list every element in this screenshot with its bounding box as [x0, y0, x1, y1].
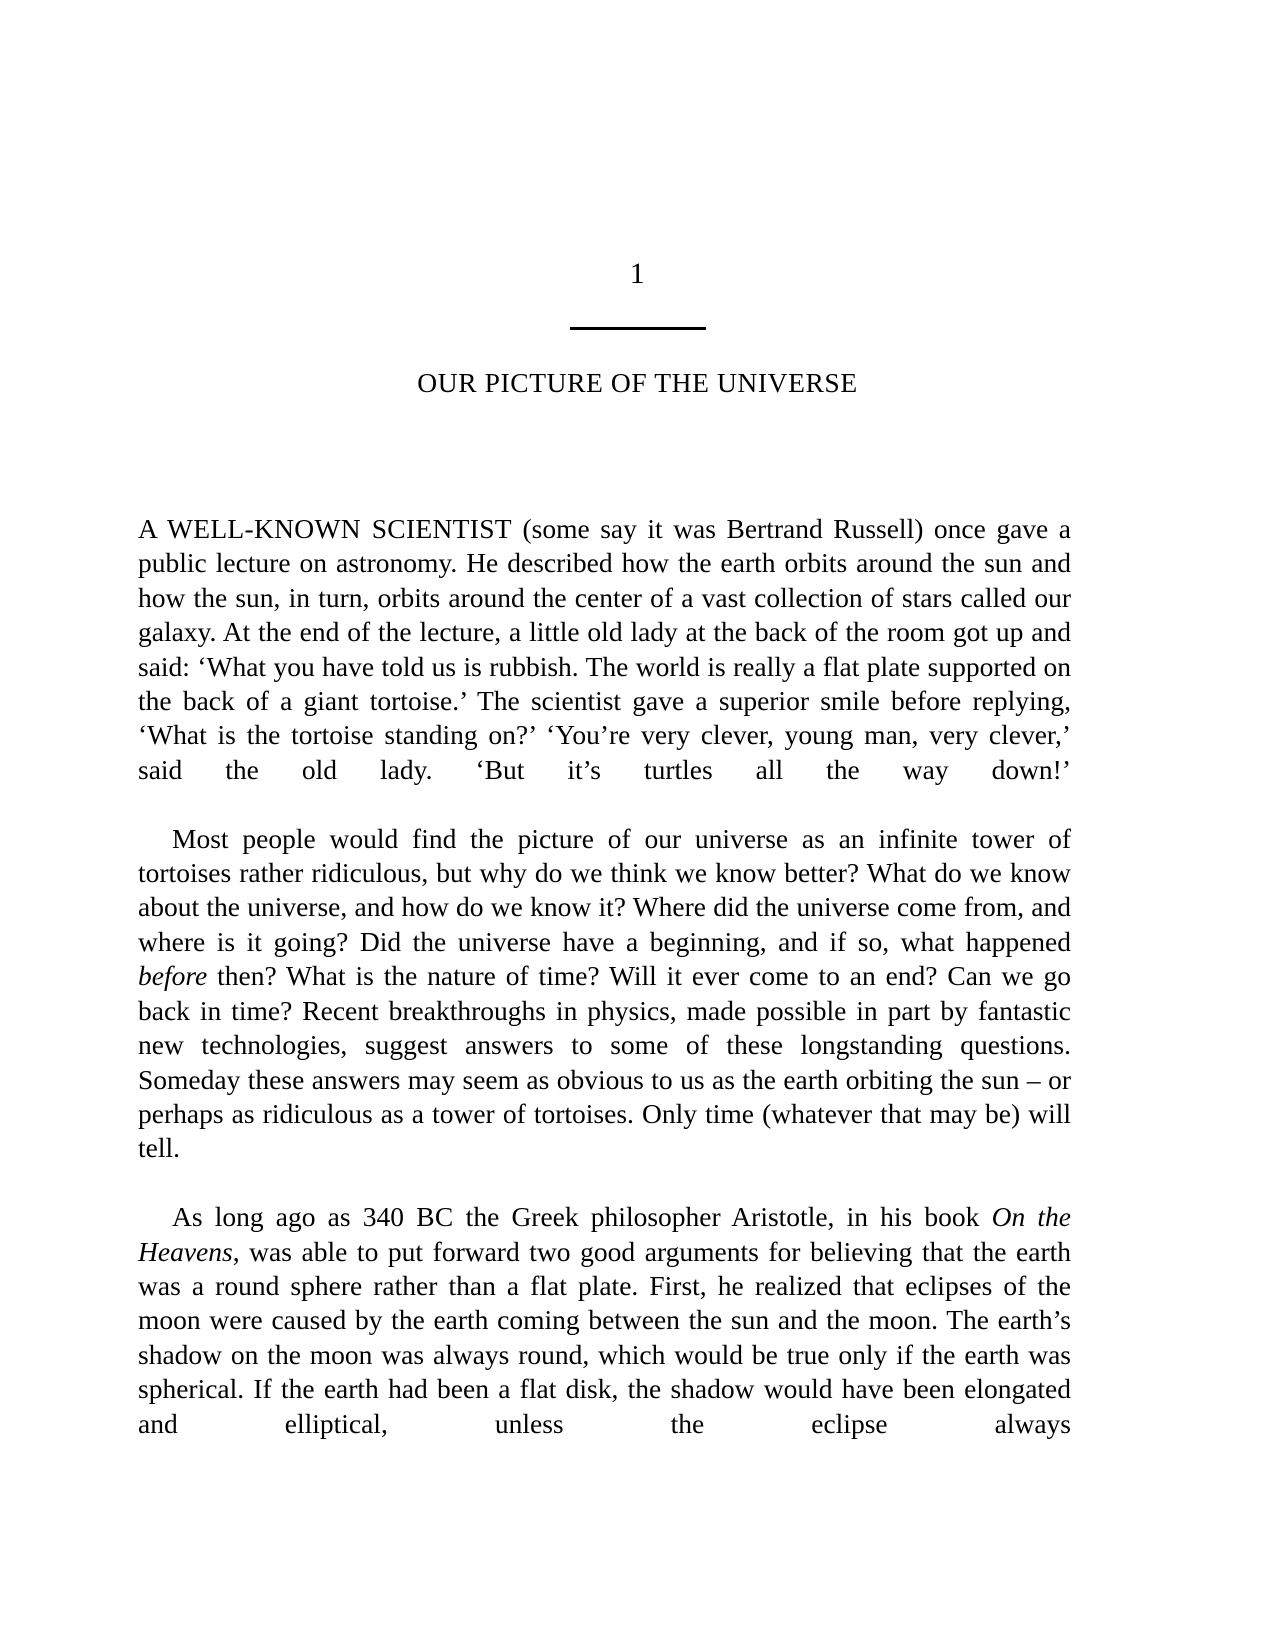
paragraph-1-text: (some say it was Bertrand Russell) once gave a public lecture on astronomy. He described how the earth orbits around the sun and how the sun, in turn, orbits around the center of a vast collection of stars called our galaxy. At the end of the lecture, a little old lady at the back of the room got up and said: ‘What you have told us is rubbish. The world is really a flat plate supported on the back of a giant tortoise.’ The scientist gave a superior smile before replying, ‘What is the tortoise standing on?’ ‘You’re very clever, young man, very clever,’ said the old lady. ‘But it’s turtles all the way down!’	[138, 513, 1071, 785]
chapter-number: 1	[629, 257, 646, 290]
chapter-header	[0, 255, 1275, 400]
paragraph-2-text-part1: Most people would find the picture of our universe as an infinite tower of tortoises rather ridiculous, but why do we think we know better? What do we know about the universe, and how do we know it? Where did the universe come from, and where is it going? Did the universe have a beginning, and if so, what happened	[138, 822, 1071, 957]
paragraph-3-text-part1: As long ago as 340	[172, 1201, 417, 1233]
paragraph-2	[138, 822, 1071, 1200]
opening-small-caps: A WELL-KNOWN SCIENTIST	[138, 513, 512, 544]
paragraph-3	[138, 1200, 1071, 1475]
paragraph-1	[138, 512, 1071, 822]
paragraph-3-text-part2: the Greek philosopher Aristotle, in his book	[453, 1201, 992, 1233]
paragraph-3-text-part3: , was able to put forward two good arguments for believing that the earth was a round sphere rather than a flat plate. First, he realized that eclipses of the moon were caused by the earth coming between the sun and the moon. The earth’s shadow on the moon was always round, which would be true only if the earth was spherical. If the earth had been a flat disk, the shadow would have been elongated and elliptical, unless the eclipse always	[138, 1235, 1071, 1439]
era-label-bc: BC	[416, 1201, 454, 1233]
emphasis-before: before	[138, 960, 208, 992]
chapter-rule-container	[0, 319, 1275, 337]
horizontal-rule-divider	[570, 327, 706, 330]
paragraph-2-text-part2: then? What is the nature of time? Will it ever come to an end? Can we go back in time? Recent breakthroughs in physics, made possible in part by fantastic new technologies, suggest answers to some of these longstanding questions. Someday these answers may seem as obvious to us as the earth orbiting the sun – or perhaps as ridiculous as a tower of tortoises. Only time (whatever that may be) will tell.	[138, 960, 1071, 1164]
body-text-block	[138, 512, 1071, 1475]
book-title-on-the-heavens: On the Heavens	[138, 1201, 1071, 1267]
chapter-title: OUR PICTURE OF THE UNIVERSE	[417, 367, 858, 398]
